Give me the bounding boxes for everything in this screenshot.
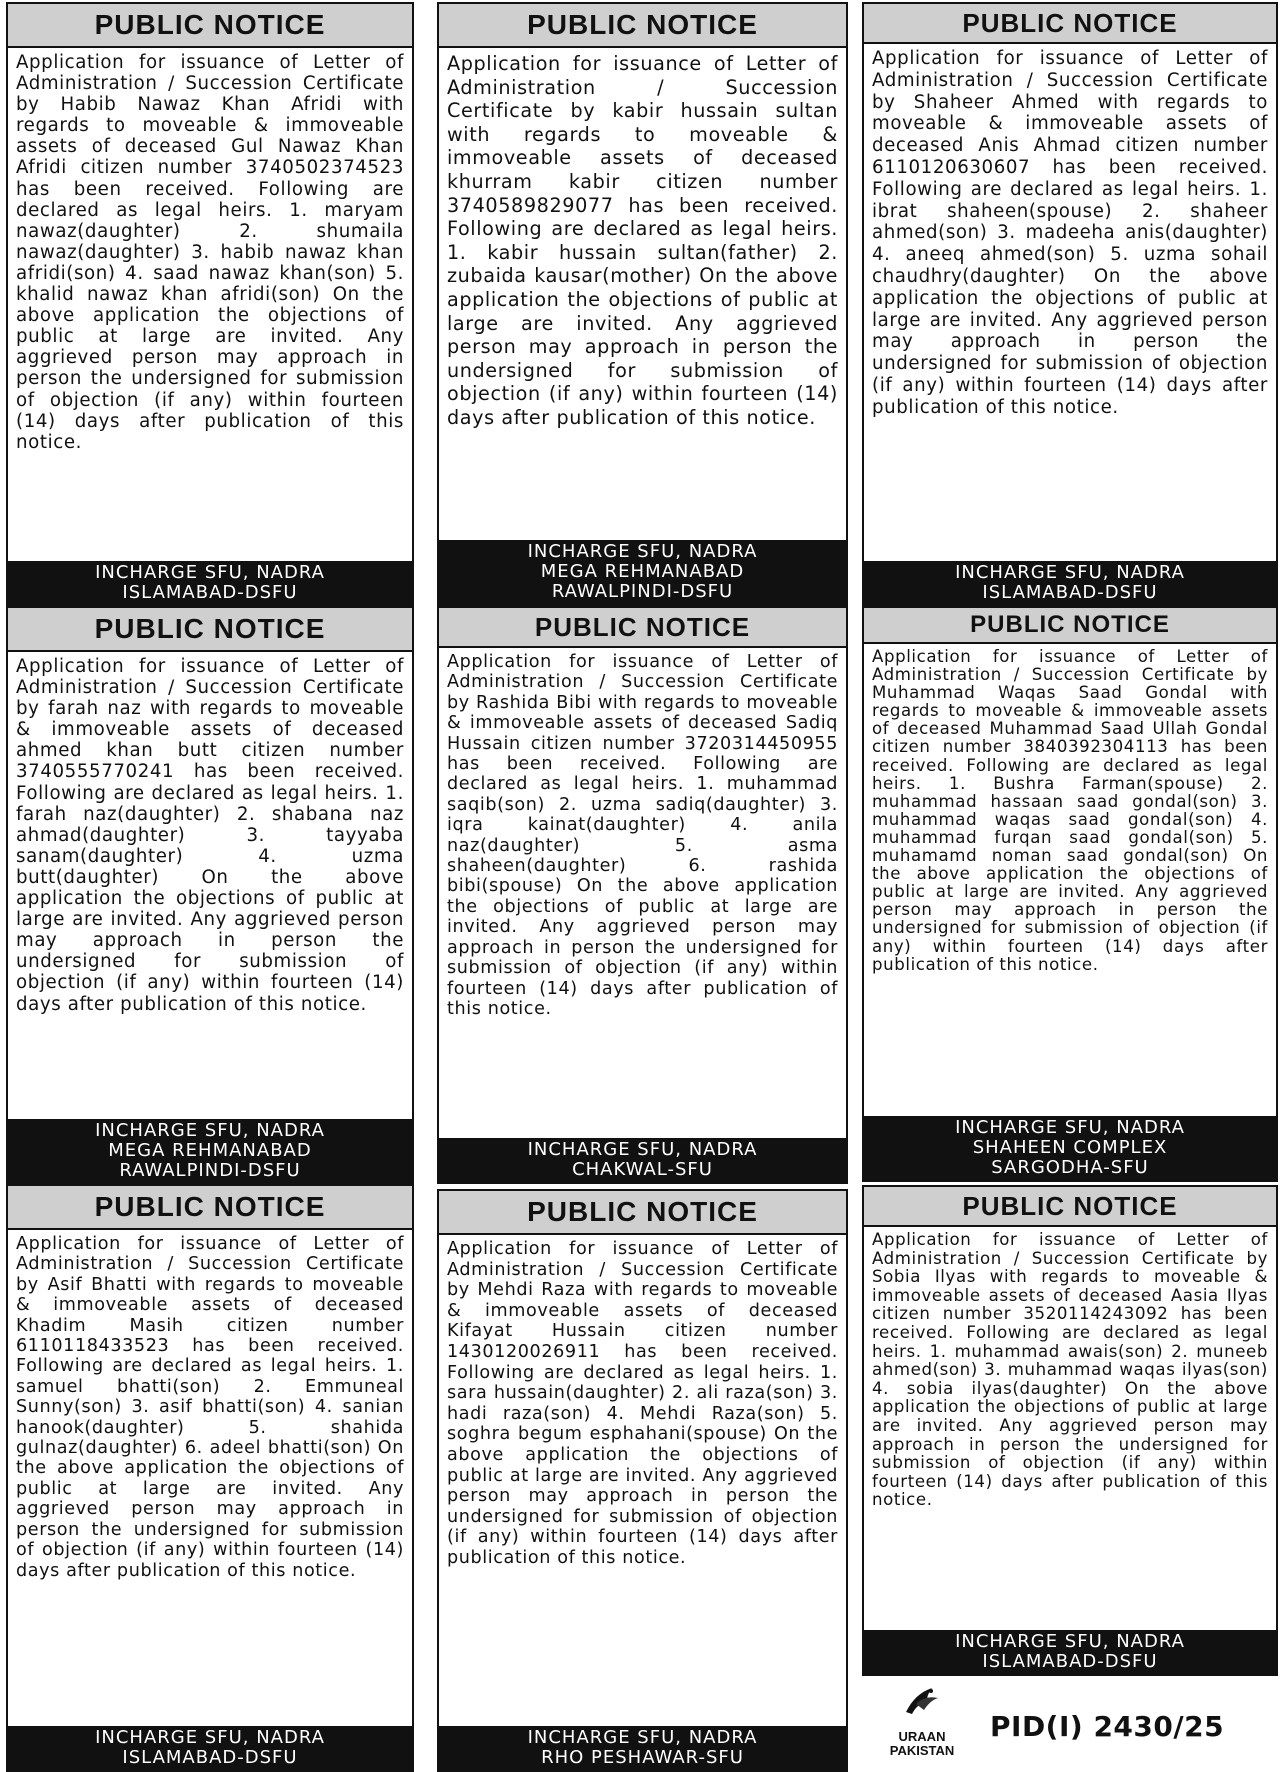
notice-title: PUBLIC NOTICE [8, 1186, 412, 1230]
public-notice-6 [862, 606, 1278, 1182]
notice-body: Application for issuance of Letter of Administration / Succession Certificate by Sobia Ilyas with regards to moveable & immoveable assets of deceased Aasia Ilyas citizen number 3520114243092 has been received. Following are declared as legal heirs. 1. muhammad awais(son) 2. muneeb ahmed(son) 3. muhammad waqas ilyas(son) 4. sobia ilyas(daughter) On the above application the objections of public at large are invited. Any aggrieved person may approach in person the undersigned for submission of objection (if any) within fourteen (14) days after publication of this notice. [872, 1230, 1268, 1510]
footer-line: MEGA REHMANABAD [540, 561, 745, 582]
footer-line: INCHARGE SFU, NADRA [955, 1631, 1185, 1652]
public-notice-8 [437, 1189, 848, 1772]
footer-line: MEGA REHMANABAD [108, 1140, 312, 1161]
footer-line: INCHARGE SFU, NADRA [527, 1727, 758, 1748]
notice-title: PUBLIC NOTICE [439, 608, 846, 648]
notice-title: PUBLIC NOTICE [864, 608, 1276, 644]
footer-line: INCHARGE SFU, NADRA [955, 1117, 1185, 1138]
notice-body: Application for issuance of Letter of Administration / Succession Certificate by Mehdi Raza with regards to moveable & immoveable assets of deceased Kifayat Hussain citizen number 1430120026911 has been received. Following are declared as legal heirs. 1. sara hussain(daughter) 2. ali raza(son) 3. hadi raza(son) 4. Mehdi Raza(son) 5. soghra begum esphahani(spouse) On the above application the objections of public at large are invited. Any aggrieved person may approach in person the undersigned for submission of objection (if any) within fourteen (14) days after publication of this notice. [447, 1239, 838, 1568]
public-notice-4 [6, 606, 414, 1185]
footer-line: INCHARGE SFU, NADRA [955, 562, 1185, 583]
footer-line: ISLAMABAD-DSFU [122, 582, 298, 603]
notice-title: PUBLIC NOTICE [439, 1191, 846, 1235]
pid-number: PID(I) 2430/25 [990, 1710, 1225, 1743]
notice-footer [439, 540, 846, 604]
notice-body: Application for issuance of Letter of Administration / Succession Certificate by Habib Nawaz Khan Afridi with regards to moveable & immoveable assets of deceased Gul Nawaz Khan Afridi citizen number 3740502374523 has been received. Following are declared as legal heirs. 1. maryam nawaz(daughter) 2. shumaila nawaz(daughter) 3. habib nawaz khan afridi(son) 4. saad nawaz khan(son) 5. khalid nawaz khan afridi(son) On the above application the objections of public at large are invited. Any aggrieved person may approach in person the undersigned for submission of objection (if any) within fourteen (14) days after publication of this notice. [16, 52, 404, 453]
footer-line: INCHARGE SFU, NADRA [95, 562, 325, 583]
footer-line: INCHARGE SFU, NADRA [95, 1120, 325, 1141]
notice-footer [439, 1138, 846, 1182]
notice-title: PUBLIC NOTICE [439, 4, 846, 48]
notice-title: PUBLIC NOTICE [864, 1187, 1276, 1227]
footer-line: SHAHEEN COMPLEX [972, 1137, 1168, 1158]
footer-line: CHAKWAL-SFU [572, 1159, 713, 1180]
footer-line: INCHARGE SFU, NADRA [527, 1139, 758, 1160]
notice-footer [864, 561, 1276, 605]
uraan-pakistan-logo [872, 1680, 972, 1772]
notice-title: PUBLIC NOTICE [8, 608, 412, 652]
notice-body: Application for issuance of Letter of Administration / Succession Certificate by kabir hussain sultan with regards to moveable & immoveable assets of deceased khurram kabir citizen number 3740589829077 has been received. Following are declared as legal heirs. 1. kabir hussain sultan(father) 2. zubaida kausar(mother) On the above application the objections of public at large are invited. Any aggrieved person may approach in person the undersigned for submission of objection (if any) within fourteen (14) days after publication of this notice. [447, 52, 838, 429]
logo-text [872, 1730, 972, 1758]
logo-line2: PAKISTAN [889, 1743, 955, 1758]
bird-logo-icon [902, 1682, 942, 1722]
footer-line: ISLAMABAD-DSFU [982, 1651, 1158, 1672]
notice-footer [8, 1119, 412, 1183]
footer-line: INCHARGE SFU, NADRA [95, 1727, 325, 1748]
notice-footer [864, 1630, 1276, 1674]
notice-title: PUBLIC NOTICE [8, 4, 412, 48]
footer-line: RHO PESHAWAR-SFU [541, 1747, 744, 1768]
logo-line1: URAAN [898, 1729, 946, 1744]
public-notice-9 [862, 1185, 1278, 1676]
notice-footer [439, 1726, 846, 1770]
footer-line: SARGODHA-SFU [991, 1157, 1149, 1178]
public-notice-2 [437, 2, 848, 606]
publisher-footer [862, 1680, 1278, 1772]
notice-title: PUBLIC NOTICE [864, 4, 1276, 44]
footer-line: ISLAMABAD-DSFU [982, 582, 1158, 603]
footer-line: ISLAMABAD-DSFU [122, 1747, 298, 1768]
notice-body: Application for issuance of Letter of Administration / Succession Certificate by Asif Bhatti with regards to moveable & immoveable assets of deceased Khadim Masih citizen number 6110118433523 has been received. Following are declared as legal heirs. 1. samuel bhatti(son) 2. Emmuneal Sunny(son) 3. asif bhatti(son) 4. sanian hanook(daughter) 5. shahida gulnaz(daughter) 6. adeel bhatti(son) On the above application the objections of public at large are invited. Any aggrieved person may approach in person the undersigned for submission of objection (if any) within fourteen (14) days after publication of this notice. [16, 1234, 404, 1581]
notice-body: Application for issuance of Letter of Administration / Succession Certificate by farah naz with regards to moveable & immoveable assets of deceased ahmed khan butt citizen number 3740555770241 has been received. Following are declared as legal heirs. 1. farah naz(daughter) 2. shabana naz ahmad(daughter) 3. tayyaba sanam(daughter) 4. uzma butt(daughter) On the above application the objections of public at large are invited. Any aggrieved person may approach in person the undersigned for submission of objection (if any) within fourteen (14) days after publication of this notice. [16, 656, 404, 1015]
footer-line: RAWALPINDI-DSFU [119, 1160, 301, 1181]
public-notice-5 [437, 606, 848, 1184]
notice-footer [864, 1116, 1276, 1180]
notice-footer [8, 1726, 412, 1770]
notice-body: Application for issuance of Letter of Administration / Succession Certificate by Shaheer Ahmed with regards to moveable & immoveable assets of deceased Anis Ahmad citizen number 6110120630607 has been received. Following are declared as legal heirs. 1. ibrat shaheen(spouse) 2. shaheer ahmed(son) 3. madeeha anis(daughter) 4. aneeq ahmed(son) 5. uzma sohail chaudhry(daughter) On the above application the objections of public at large are invited. Any aggrieved person may approach in person the undersigned for submission of objection (if any) within fourteen (14) days after publication of this notice. [872, 48, 1268, 418]
public-notice-1 [6, 2, 414, 607]
public-notice-7 [6, 1184, 414, 1772]
notice-footer [8, 561, 412, 605]
footer-line: INCHARGE SFU, NADRA [527, 541, 758, 562]
notice-body: Application for issuance of Letter of Administration / Succession Certificate by Rashida Bibi with regards to moveable & immoveable assets of deceased Sadiq Hussain citizen number 3720314450955 has been received. Following are declared as legal heirs. 1. muhammad saqib(son) 2. uzma sadiq(daughter) 3. iqra kainat(daughter) 4. anila naz(daughter) 5. asma shaheen(daughter) 6. rashida bibi(spouse) On the above application the objections of public at large are invited. Any aggrieved person may approach in person the undersigned for submission of objection (if any) within fourteen (14) days after publication of this notice. [447, 652, 838, 1019]
notice-body: Application for issuance of Letter of Administration / Succession Certificate by Muhammad Waqas Saad Gondal with regards to moveable & immoveable assets of deceased Muhammad Saad Ullah Gondal citizen number 3840392304113 has been received. Following are declared as legal heirs. 1. Bushra Farman(spouse) 2. muhammad hassaan saad gondal(son) 3. muhammad waqas saad gondal(son) 4. muhammad furqan saad gondal(son) 5. muhamamd noman saad gondal(son) On the above application the objections of public at large are invited. Any aggrieved person may approach in person the undersigned for submission of objection (if any) within fourteen (14) days after publication of this notice. [872, 647, 1268, 974]
public-notice-3 [862, 2, 1278, 607]
footer-line: RAWALPINDI-DSFU [551, 581, 734, 602]
